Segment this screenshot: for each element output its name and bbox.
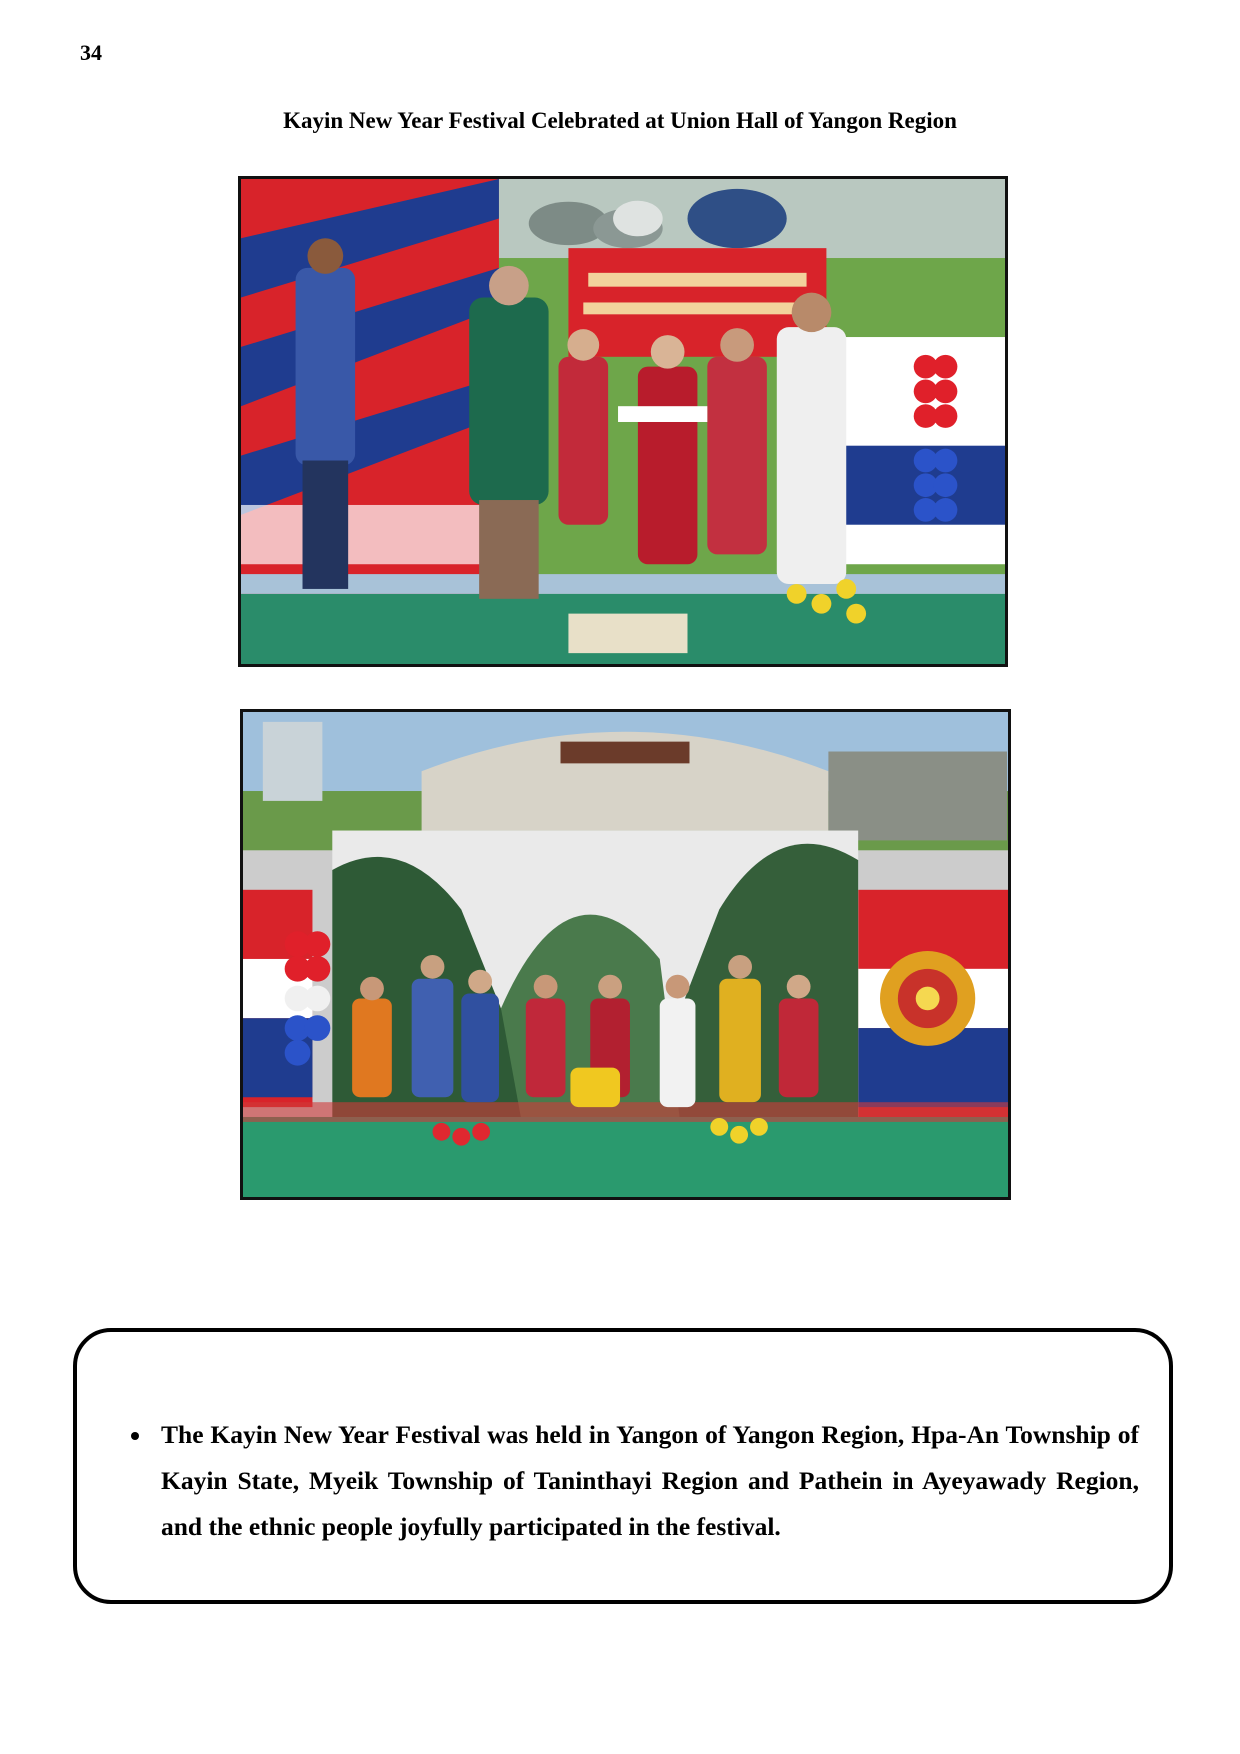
ceremony-photo-illustration xyxy=(241,179,1005,664)
page-number: 34 xyxy=(80,40,102,65)
photo-ethnic-dance-performance xyxy=(240,709,1011,1200)
bullet-icon xyxy=(131,1432,139,1440)
summary-note-list xyxy=(127,1412,1139,1550)
photo-ceremony-presentation xyxy=(238,176,1008,667)
summary-note-box xyxy=(73,1328,1173,1604)
page-title: Kayin New Year Festival Celebrated at Union Hall of Yangon Region xyxy=(283,108,957,133)
summary-note-text: The Kayin New Year Festival was held in Yangon of Yangon Region, Hpa-An Township of Kayin State, Myeik Township of Taninthayi Region and Pathein in Ayeyawady Region, and the ethnic people joyfully participated in the festival. xyxy=(161,1420,1139,1541)
dance-photo-illustration xyxy=(243,712,1008,1197)
summary-note-item xyxy=(127,1412,1139,1550)
